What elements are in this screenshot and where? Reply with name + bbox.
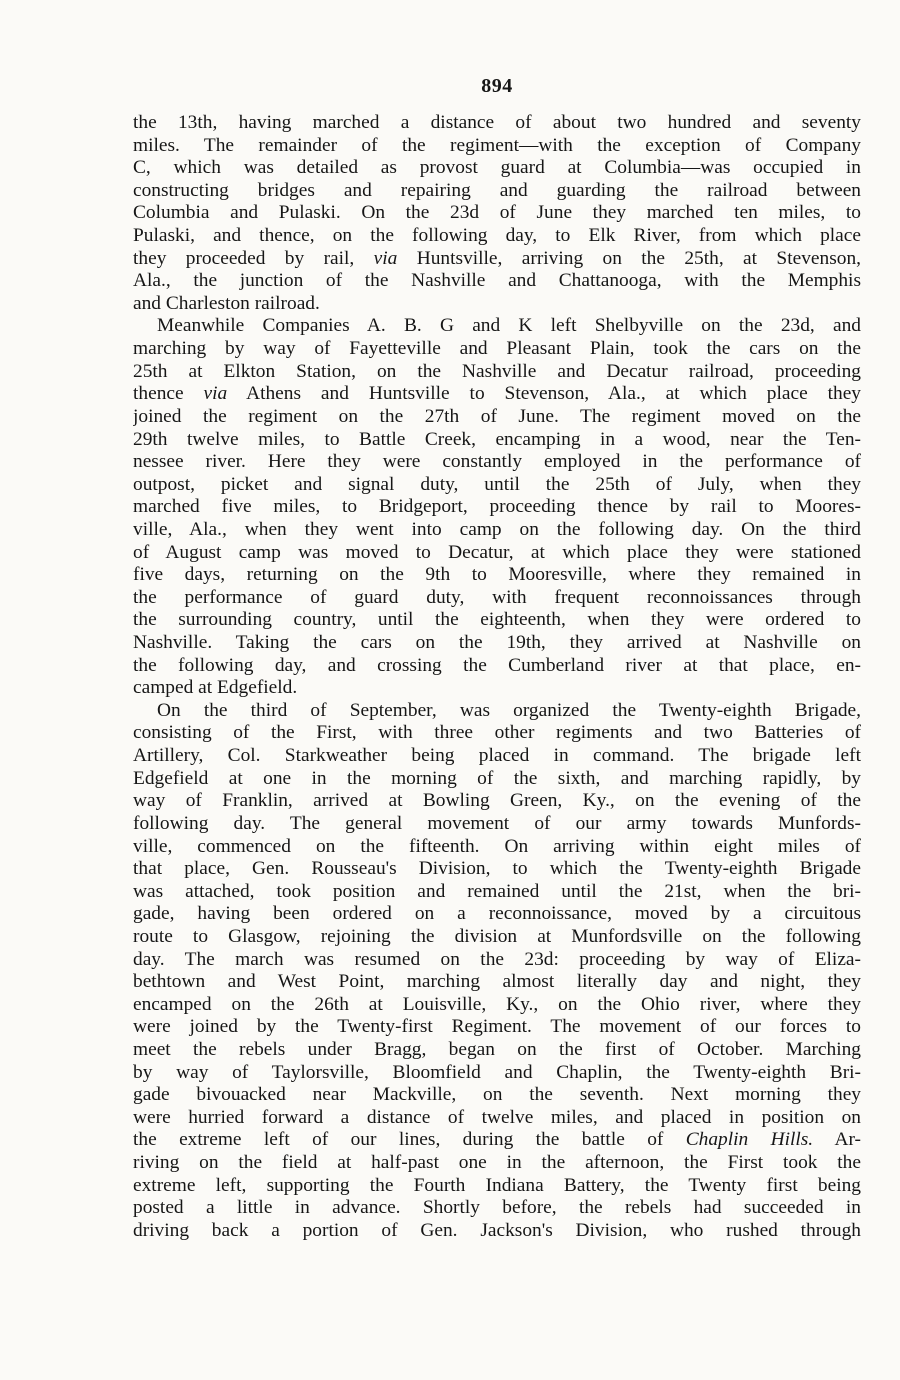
text-line: the 13th, having marched a distance of about two hundred and seventy <box>133 112 861 133</box>
text-line: were hurried forward a distance of twelve miles, and placed in position on <box>133 1106 861 1128</box>
text-line: gade, having been ordered on a reconnoissance, moved by a circuitous <box>133 903 861 925</box>
text-line: and Charleston railroad. <box>133 292 320 314</box>
text-line: the following day, and crossing the Cumberland river at that place, en- <box>133 654 861 676</box>
text-line: of August camp was moved to Decatur, at which place they were stationed <box>133 541 861 563</box>
text-line: Ala., the junction of the Nashville and Chattanooga, with the Memphis <box>133 270 861 292</box>
text-line: way of Franklin, arrived at Bowling Green, Ky., on the evening of the <box>133 790 861 812</box>
text-line: the extreme left of our lines, during the battle of Chaplin Hills. Ar- <box>133 1129 861 1151</box>
text-line: ville, Ala., when they went into camp on the following day. On the third <box>133 518 861 540</box>
text-line: joined the regiment on the 27th of June. The regiment moved on the <box>133 405 861 427</box>
text-line: ville, commenced on the fifteenth. On arriving within eight miles of <box>133 835 861 857</box>
text-line: Meanwhile Companies A. B. G and K left Shelbyville on the 23d, and <box>157 315 861 337</box>
text-line: following day. The general movement of our army towards Munfords- <box>133 812 861 834</box>
text-line: camped at Edgefield. <box>133 677 298 699</box>
text-line: Edgefield at one in the morning of the sixth, and marching rapidly, by <box>133 767 861 789</box>
text-line: Columbia and Pulaski. On the 23d of June they marched ten miles, to <box>133 202 861 224</box>
text-line: driving back a portion of Gen. Jackson's Division, who rushed through <box>133 1219 861 1241</box>
paragraph <box>133 315 861 699</box>
text-line: by way of Taylorsville, Bloomfield and Chaplin, the Twenty-eighth Bri- <box>133 1061 861 1083</box>
text-line: that place, Gen. Rousseau's Division, to which the Twenty-eighth Brigade <box>133 858 861 880</box>
text-line: bethtown and West Point, marching almost literally day and night, they <box>133 971 861 993</box>
text-line: meet the rebels under Bragg, began on the first of October. Marching <box>133 1038 861 1060</box>
text-line: riving on the field at half-past one in the afternoon, the First took the <box>133 1152 861 1174</box>
text-line: nessee river. Here they were constantly employed in the performance of <box>133 451 861 473</box>
page-number: 894 <box>481 75 513 97</box>
text-line: marched five miles, to Bridgeport, proceeding thence by rail to Moores- <box>133 496 861 518</box>
text-line: extreme left, supporting the Fourth Indiana Battery, the Twenty first being <box>133 1174 861 1196</box>
text-line: Nashville. Taking the cars on the 19th, they arrived at Nashville on <box>133 632 861 654</box>
text-line: 25th at Elkton Station, on the Nashville and Decatur railroad, proceeding <box>133 360 861 382</box>
text-line: thence via Athens and Huntsville to Stevenson, Ala., at which place they <box>133 383 861 405</box>
document-page <box>133 72 861 1242</box>
text-line: outpost, picket and signal duty, until the 25th of July, when they <box>133 473 861 495</box>
text-line: encamped on the 26th at Louisville, Ky., on the Ohio river, where they <box>133 993 861 1015</box>
text-line: they proceeded by rail, via Huntsville, arriving on the 25th, at Stevenson, <box>133 247 861 269</box>
text-line: was attached, took position and remained until the 21st, when the bri- <box>133 880 861 902</box>
text-line: five days, returning on the 9th to Mooresville, where they remained in <box>133 564 861 586</box>
body-text <box>133 112 861 1242</box>
text-line: the performance of guard duty, with frequent reconnoissances through <box>133 586 861 608</box>
text-line: posted a little in advance. Shortly before, the rebels had succeeded in <box>133 1197 861 1219</box>
text-line: 29th twelve miles, to Battle Creek, encamping in a wood, near the Ten- <box>133 428 861 450</box>
text-line: miles. The remainder of the regiment—with the exception of Company <box>133 134 861 156</box>
text-line: gade bivouacked near Mackville, on the seventh. Next morning they <box>133 1084 861 1106</box>
text-line: route to Glasgow, rejoining the division at Munfordsville on the following <box>133 925 861 947</box>
text-line: the surrounding country, until the eighteenth, when they were ordered to <box>133 609 861 631</box>
paragraph <box>133 112 861 315</box>
text-line: Pulaski, and thence, on the following day, to Elk River, from which place <box>133 225 861 247</box>
text-line: consisting of the First, with three other regiments and two Batteries of <box>133 722 861 744</box>
text-line: C, which was detailed as provost guard at Columbia—was occupied in <box>133 157 861 179</box>
text-line: constructing bridges and repairing and guarding the railroad between <box>133 179 861 201</box>
paragraph <box>133 700 861 1243</box>
text-line: were joined by the Twenty-first Regiment. The movement of our forces to <box>133 1016 861 1038</box>
text-line: marching by way of Fayetteville and Pleasant Plain, took the cars on the <box>133 338 861 360</box>
text-line: day. The march was resumed on the 23d: proceeding by way of Eliza- <box>133 948 861 970</box>
text-line: Artillery, Col. Starkweather being placed in command. The brigade left <box>133 745 861 767</box>
text-line: On the third of September, was organized the Twenty-eighth Brigade, <box>157 699 861 721</box>
